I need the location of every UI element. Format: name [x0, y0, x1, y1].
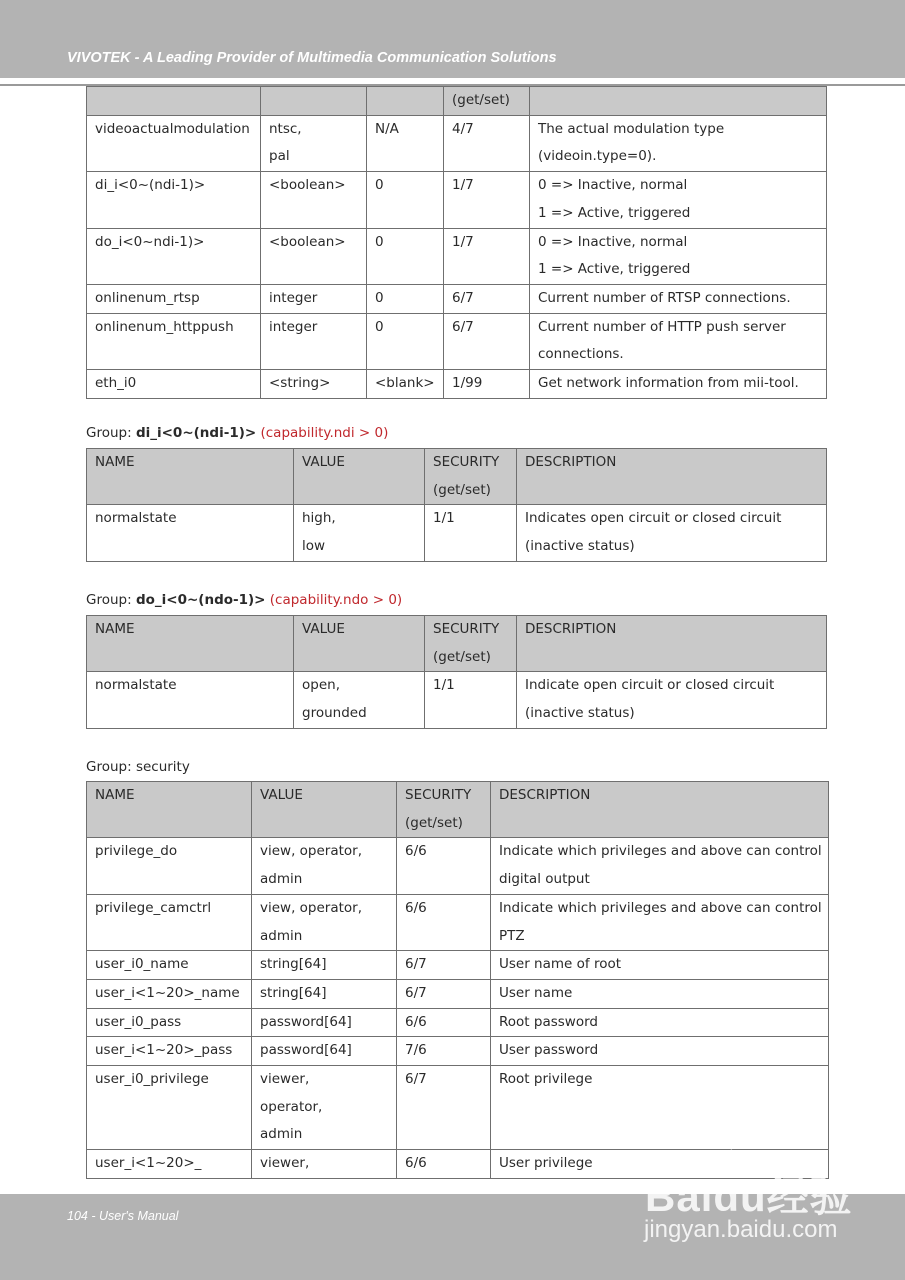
- table-cell: integer: [261, 284, 367, 313]
- table-cell: <string>: [261, 370, 367, 399]
- table-cell: view, operator, admin: [252, 894, 397, 950]
- column-header: NAME: [87, 782, 252, 838]
- footer-page-label: 104 - User's Manual: [67, 1209, 179, 1223]
- table-row: [87, 115, 827, 171]
- table-cell: <boolean>: [261, 172, 367, 228]
- column-header: VALUE: [294, 449, 425, 505]
- table-cell: user_i<1~20>_: [87, 1150, 252, 1179]
- table-cell: 1/7: [444, 172, 530, 228]
- table-cell: password[64]: [252, 1037, 397, 1066]
- group-security-label: Group: security: [86, 759, 190, 775]
- table-cell: <blank>: [367, 370, 444, 399]
- watermark-url: jingyan.baidu.com: [644, 1216, 838, 1243]
- table-cell: password[64]: [252, 1008, 397, 1037]
- group-do-table: [86, 615, 827, 729]
- group-do-label: Group: do_i<0~(ndo-1)> (capability.ndo > 0): [86, 592, 403, 608]
- table-row: [87, 1066, 829, 1150]
- header-title: VIVOTEK - A Leading Provider of Multimedia Communication Solutions: [67, 50, 557, 66]
- column-header: [367, 87, 444, 116]
- table-cell: User name of root: [491, 951, 829, 980]
- group-di-label: Group: di_i<0~(ndi-1)> (capability.ndi > 0): [86, 425, 389, 441]
- column-header: SECURITY (get/set): [425, 449, 517, 505]
- column-header: DESCRIPTION: [491, 782, 829, 838]
- table-cell: videoactualmodulation: [87, 115, 261, 171]
- table-cell: 0 => Inactive, normal 1 => Active, triggered: [530, 172, 827, 228]
- table-cell: privilege_do: [87, 838, 252, 894]
- table-cell: normalstate: [87, 672, 294, 728]
- table-cell: eth_i0: [87, 370, 261, 399]
- table-cell: onlinenum_rtsp: [87, 284, 261, 313]
- table-cell: privilege_camctrl: [87, 894, 252, 950]
- table-cell: 6/6: [397, 1150, 491, 1179]
- column-header: (get/set): [444, 87, 530, 116]
- table-cell: 6/7: [397, 951, 491, 980]
- table-row: [87, 313, 827, 369]
- table-row: [87, 172, 827, 228]
- table-cell: viewer, operator, admin: [252, 1066, 397, 1150]
- table-cell: 6/6: [397, 838, 491, 894]
- table-cell: 6/7: [397, 1066, 491, 1150]
- table-cell: user_i0_privilege: [87, 1066, 252, 1150]
- table-cell: <boolean>: [261, 228, 367, 284]
- table-cell: user_i<1~20>_pass: [87, 1037, 252, 1066]
- table-cell: Root privilege: [491, 1066, 829, 1150]
- table-cell: 6/6: [397, 1008, 491, 1037]
- table-cell: normalstate: [87, 505, 294, 561]
- column-header: VALUE: [252, 782, 397, 838]
- column-header: [261, 87, 367, 116]
- baidu-paw-icon: ❖: [716, 1143, 747, 1183]
- table-cell: 6/7: [444, 284, 530, 313]
- table-cell: 0 => Inactive, normal 1 => Active, triggered: [530, 228, 827, 284]
- table-row: [87, 284, 827, 313]
- table-cell: 0: [367, 172, 444, 228]
- watermark-logo: Baidu经验: [645, 1173, 853, 1220]
- table-cell: 6/7: [444, 313, 530, 369]
- table-row: [87, 838, 829, 894]
- table-row: [87, 894, 829, 950]
- table-cell: N/A: [367, 115, 444, 171]
- column-header: VALUE: [294, 616, 425, 672]
- table-cell: view, operator, admin: [252, 838, 397, 894]
- table-cell: Current number of RTSP connections.: [530, 284, 827, 313]
- column-header: DESCRIPTION: [517, 616, 827, 672]
- table-cell: Indicate which privileges and above can control digital output: [491, 838, 829, 894]
- table-cell: 1/1: [425, 505, 517, 561]
- table-row: [87, 228, 827, 284]
- table-cell: string[64]: [252, 951, 397, 980]
- table-cell: string[64]: [252, 979, 397, 1008]
- table-row: [87, 370, 827, 399]
- group-di-table: [86, 448, 827, 562]
- column-header: SECURITY (get/set): [397, 782, 491, 838]
- column-header: NAME: [87, 449, 294, 505]
- table-cell: high, low: [294, 505, 425, 561]
- column-header: DESCRIPTION: [517, 449, 827, 505]
- table-cell: open, grounded: [294, 672, 425, 728]
- table-cell: 1/7: [444, 228, 530, 284]
- table-header-row: [87, 87, 827, 116]
- table-cell: 6/7: [397, 979, 491, 1008]
- table-cell: 0: [367, 313, 444, 369]
- table-header-row: [87, 449, 827, 505]
- table-cell: Get network information from mii-tool.: [530, 370, 827, 399]
- table-cell: 0: [367, 284, 444, 313]
- table-cell: Current number of HTTP push server connections.: [530, 313, 827, 369]
- table-row: [87, 505, 827, 561]
- table-header-row: [87, 782, 829, 838]
- table-cell: ntsc, pal: [261, 115, 367, 171]
- table-row: [87, 1037, 829, 1066]
- table-row: [87, 672, 827, 728]
- column-header: [530, 87, 827, 116]
- table-cell: viewer,: [252, 1150, 397, 1179]
- table-cell: Indicates open circuit or closed circuit (inactive status): [517, 505, 827, 561]
- table-cell: User name: [491, 979, 829, 1008]
- table-cell: The actual modulation type (videoin.type=0).: [530, 115, 827, 171]
- column-header: NAME: [87, 616, 294, 672]
- table-cell: Root password: [491, 1008, 829, 1037]
- table-cell: 1/99: [444, 370, 530, 399]
- table-cell: do_i<0~ndi-1)>: [87, 228, 261, 284]
- page-header-band: [0, 0, 905, 78]
- table-row: [87, 979, 829, 1008]
- table-cell: user_i0_pass: [87, 1008, 252, 1037]
- table-cell: integer: [261, 313, 367, 369]
- table-cell: Indicate which privileges and above can control PTZ: [491, 894, 829, 950]
- table-header-row: [87, 616, 827, 672]
- table-cell: user_i<1~20>_name: [87, 979, 252, 1008]
- table-cell: onlinenum_httppush: [87, 313, 261, 369]
- column-header: SECURITY (get/set): [425, 616, 517, 672]
- table-row: [87, 1008, 829, 1037]
- table-cell: user_i0_name: [87, 951, 252, 980]
- parameter-table-continued: [86, 86, 827, 399]
- table-cell: di_i<0~(ndi-1)>: [87, 172, 261, 228]
- table-cell: 0: [367, 228, 444, 284]
- table-cell: 1/1: [425, 672, 517, 728]
- table-cell: User password: [491, 1037, 829, 1066]
- table-cell: Indicate open circuit or closed circuit (inactive status): [517, 672, 827, 728]
- column-header: [87, 87, 261, 116]
- table-cell: User privilege: [491, 1150, 829, 1179]
- table-cell: 6/6: [397, 894, 491, 950]
- group-security-table: [86, 781, 829, 1179]
- table-cell: 4/7: [444, 115, 530, 171]
- table-row: [87, 951, 829, 980]
- table-cell: 7/6: [397, 1037, 491, 1066]
